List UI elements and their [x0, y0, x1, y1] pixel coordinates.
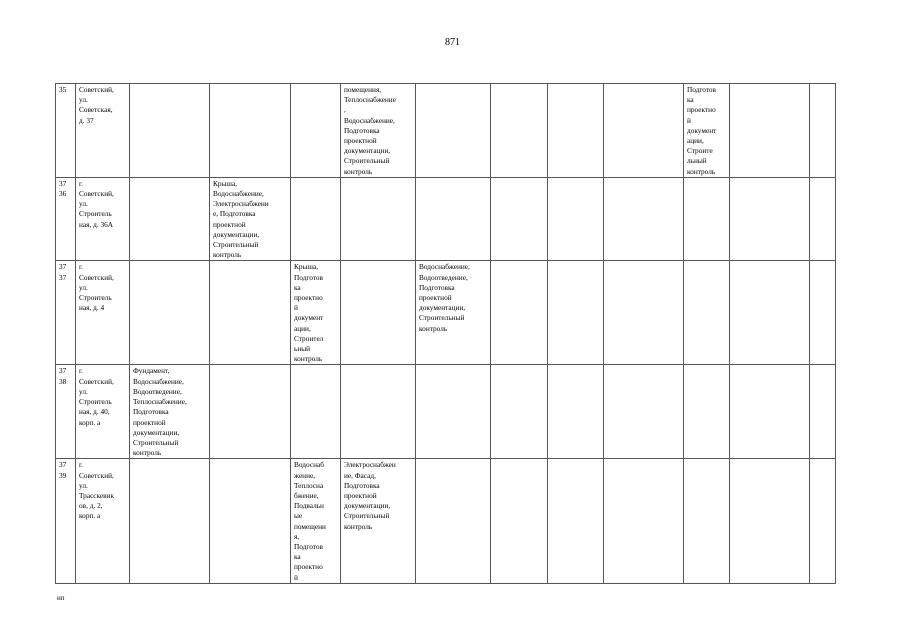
- work-cell: [291, 365, 341, 459]
- work-cell: [730, 459, 810, 583]
- work-cell: [291, 84, 341, 178]
- work-cell: [416, 177, 491, 261]
- address-cell: г. Советский, ул. Строитель ная, д. 40, корп. а: [76, 365, 130, 459]
- work-cell: [730, 261, 810, 365]
- work-cell: [684, 365, 730, 459]
- address-cell: г. Советский, ул. Строитель ная, д. 36А: [76, 177, 130, 261]
- row-number: 37 38: [56, 365, 76, 459]
- work-cell: [604, 365, 684, 459]
- work-cell: Подготов ка проектно й документ ации, Строите льный контроль: [684, 84, 730, 178]
- work-cell: [416, 459, 491, 583]
- table-row: [56, 261, 836, 365]
- work-cell: [341, 365, 416, 459]
- work-cell: [130, 261, 210, 365]
- work-cell: Крыша, Водоснабжение, Электроснабжени е, Подготовка проектной документации, Строительный контроль: [210, 177, 291, 261]
- work-cell: [810, 365, 836, 459]
- work-cell: [130, 84, 210, 178]
- work-cell: Электроснабжен ие, Фасад, Подготовка проектной документации, Строительный контроль: [341, 459, 416, 583]
- work-cell: [810, 177, 836, 261]
- work-cell: [491, 459, 548, 583]
- work-cell: [341, 177, 416, 261]
- work-cell: [604, 459, 684, 583]
- work-cell: [210, 365, 291, 459]
- work-cell: [684, 459, 730, 583]
- work-cell: [684, 177, 730, 261]
- table-row: [56, 84, 836, 178]
- work-cell: [730, 84, 810, 178]
- work-cell: [210, 261, 291, 365]
- work-cell: [491, 177, 548, 261]
- work-cell: Водоснабжение, Водоотведение, Подготовка проектной документации, Строительный контроль: [416, 261, 491, 365]
- work-cell: [548, 177, 604, 261]
- work-cell: [548, 84, 604, 178]
- work-cell: [491, 84, 548, 178]
- work-cell: [491, 365, 548, 459]
- work-cell: [210, 459, 291, 583]
- work-cell: [810, 459, 836, 583]
- work-cell: [291, 177, 341, 261]
- work-cell: [548, 365, 604, 459]
- work-cell: [416, 365, 491, 459]
- work-cell: [548, 261, 604, 365]
- table-row: [56, 177, 836, 261]
- footer-mark: нп: [57, 594, 65, 602]
- row-number: 35: [56, 84, 76, 178]
- work-cell: [416, 84, 491, 178]
- row-number: 37 39: [56, 459, 76, 583]
- work-cell: [491, 261, 548, 365]
- page-number: 871: [445, 37, 460, 48]
- address-cell: г. Советский, ул. Трасскевик ов, д. 2, корп. а: [76, 459, 130, 583]
- work-cell: Фундамент, Водоснабжение, Водоотведение, Теплоснабжение, Подготовка проектной документации, Строительный контроль: [130, 365, 210, 459]
- work-cell: [730, 365, 810, 459]
- work-cell: [130, 459, 210, 583]
- work-cell: [604, 261, 684, 365]
- row-number: 37 36: [56, 177, 76, 261]
- work-cell: [130, 177, 210, 261]
- work-cell: Водоснаб жение, Теплосна бжение, Подвальн ые помещени я, Подготов ка проектно й: [291, 459, 341, 583]
- work-cell: Крыша, Подготов ка проектно й документ ации, Строител ьный контроль: [291, 261, 341, 365]
- work-cell: [730, 177, 810, 261]
- work-cell: [810, 261, 836, 365]
- work-cell: [604, 177, 684, 261]
- work-cell: [810, 84, 836, 178]
- work-cell: [210, 84, 291, 178]
- work-cell: [548, 459, 604, 583]
- row-number: 37 37: [56, 261, 76, 365]
- work-cell: [604, 84, 684, 178]
- repair-schedule-table: [55, 83, 836, 584]
- work-cell: помещения, Теплоснабжение , Водоснабжение, Подготовка проектной документации, Строительный контроль: [341, 84, 416, 178]
- table-row: [56, 365, 836, 459]
- table-row: [56, 459, 836, 583]
- address-cell: г. Советский, ул. Строитель ная, д. 4: [76, 261, 130, 365]
- work-cell: [341, 261, 416, 365]
- work-cell: [684, 261, 730, 365]
- address-cell: Советский, ул. Советская, д. 37: [76, 84, 130, 178]
